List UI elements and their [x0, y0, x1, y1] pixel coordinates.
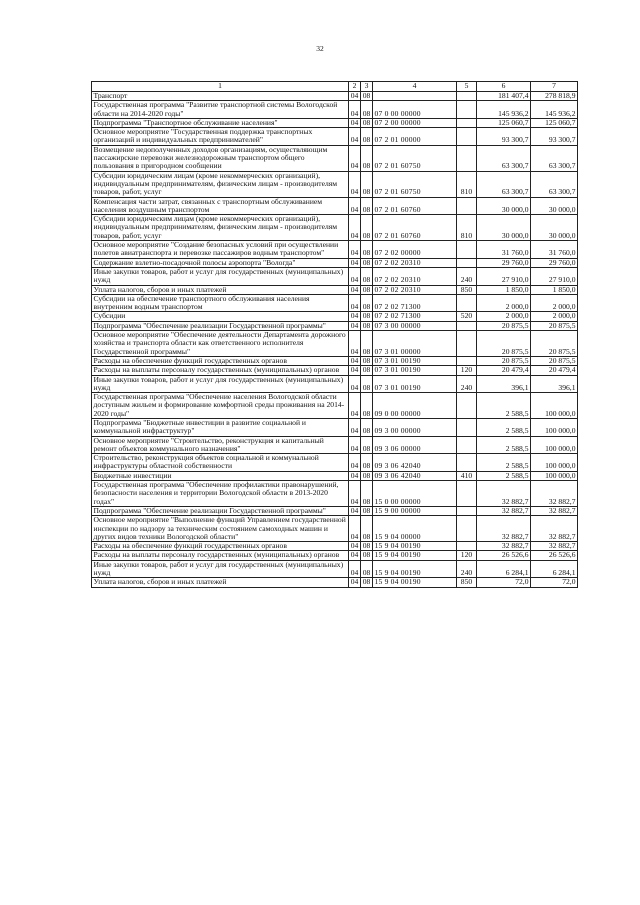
row-name-cell: Субсидии юридическим лицам (кроме некоммерческих организаций), индивидуальным предпринимателям, физическим лицам - производителям товаров, работ, услуг: [92, 171, 349, 197]
section-code-cell: 04: [349, 92, 361, 101]
target-article-cell: 15 9 04 00190: [373, 560, 457, 578]
amount-year2-cell: 396,1: [531, 375, 578, 393]
expense-type-cell: [457, 197, 477, 215]
expense-type-cell: [457, 516, 477, 542]
section-code-cell: 04: [349, 312, 361, 321]
amount-year1-cell: 20 875,5: [477, 356, 531, 365]
section-code-cell: 04: [349, 542, 361, 551]
section-code-cell: 04: [349, 197, 361, 215]
amount-year1-cell: 396,1: [477, 375, 531, 393]
table-row: [92, 506, 578, 515]
amount-year1-cell: 2 588,5: [477, 454, 531, 472]
row-name-cell: Возмещение недополученных доходов организациям, осуществляющим пассажирские перевозки железнодорожным транспортом общего пользования в пригородном сообщении: [92, 145, 349, 171]
table-header-row: [92, 82, 578, 92]
target-article-cell: 15 9 00 00000: [373, 506, 457, 515]
subsection-code-cell: 08: [361, 366, 373, 375]
column-header: 2: [349, 82, 361, 92]
section-code-cell: 04: [349, 215, 361, 241]
expense-type-cell: [457, 542, 477, 551]
target-article-cell: 07 2 02 71300: [373, 294, 457, 312]
section-code-cell: 04: [349, 393, 361, 419]
amount-year1-cell: 6 284,1: [477, 560, 531, 578]
amount-year1-cell: 1 850,0: [477, 285, 531, 294]
expense-type-cell: 810: [457, 171, 477, 197]
subsection-code-cell: 08: [361, 312, 373, 321]
amount-year1-cell: 20 479,4: [477, 366, 531, 375]
expense-type-cell: [457, 258, 477, 267]
row-name-cell: Уплата налогов, сборов и иных платежей: [92, 578, 349, 587]
subsection-code-cell: 08: [361, 560, 373, 578]
amount-year2-cell: 2 000,0: [531, 312, 578, 321]
amount-year1-cell: 32 882,7: [477, 506, 531, 515]
target-article-cell: 09 0 00 00000: [373, 393, 457, 419]
table-row: [92, 393, 578, 419]
expense-type-cell: [457, 506, 477, 515]
subsection-code-cell: 08: [361, 321, 373, 330]
subsection-code-cell: 08: [361, 551, 373, 560]
target-article-cell: 09 3 06 00000: [373, 436, 457, 454]
target-article-cell: 09 3 06 42040: [373, 471, 457, 480]
amount-year2-cell: 30 000,0: [531, 215, 578, 241]
amount-year1-cell: 30 000,0: [477, 215, 531, 241]
section-code-cell: 04: [349, 506, 361, 515]
page-number: 32: [316, 44, 324, 53]
row-name-cell: Подпрограмма "Транспортное обслуживание населения": [92, 118, 349, 127]
row-name-cell: Подпрограмма "Бюджетные инвестиции в развитие социальной и коммунальной инфраструктур": [92, 418, 349, 436]
target-article-cell: [373, 92, 457, 101]
row-name-cell: Государственная программа "Развитие транспортной системы Вологодской области на 2014-2020 годы": [92, 101, 349, 119]
row-name-cell: Расходы на обеспечение функций государственных органов: [92, 356, 349, 365]
table-row: [92, 92, 578, 101]
section-code-cell: 04: [349, 258, 361, 267]
expense-type-cell: [457, 118, 477, 127]
subsection-code-cell: 08: [361, 294, 373, 312]
expense-type-cell: [457, 436, 477, 454]
section-code-cell: 04: [349, 454, 361, 472]
expense-type-cell: 240: [457, 560, 477, 578]
amount-year1-cell: 26 526,6: [477, 551, 531, 560]
expense-type-cell: [457, 128, 477, 146]
target-article-cell: 07 2 01 60760: [373, 215, 457, 241]
row-name-cell: Основное мероприятие "Строительство, реконструкция и капитальный ремонт объектов коммунального назначения": [92, 436, 349, 454]
amount-year2-cell: 63 300,7: [531, 145, 578, 171]
amount-year2-cell: 100 000,0: [531, 454, 578, 472]
target-article-cell: 09 3 00 00000: [373, 418, 457, 436]
amount-year2-cell: 30 000,0: [531, 197, 578, 215]
subsection-code-cell: 08: [361, 418, 373, 436]
target-article-cell: 15 9 04 00000: [373, 516, 457, 542]
subsection-code-cell: 08: [361, 481, 373, 507]
expense-type-cell: [457, 101, 477, 119]
row-name-cell: Строительство, реконструкция объектов социальной и коммунальной инфраструктуры областной собственности: [92, 454, 349, 472]
amount-year2-cell: 93 300,7: [531, 128, 578, 146]
table-row: [92, 356, 578, 365]
table-row: [92, 128, 578, 146]
target-article-cell: 07 2 01 60750: [373, 171, 457, 197]
subsection-code-cell: 08: [361, 215, 373, 241]
amount-year1-cell: 29 760,0: [477, 258, 531, 267]
subsection-code-cell: 08: [361, 506, 373, 515]
section-code-cell: 04: [349, 560, 361, 578]
expense-type-cell: [457, 92, 477, 101]
amount-year1-cell: 30 000,0: [477, 197, 531, 215]
target-article-cell: 07 2 02 20310: [373, 267, 457, 285]
row-name-cell: Расходы на выплаты персоналу государственных (муниципальных) органов: [92, 551, 349, 560]
subsection-code-cell: 08: [361, 197, 373, 215]
expense-type-cell: [457, 241, 477, 259]
expense-type-cell: 520: [457, 312, 477, 321]
table-row: [92, 471, 578, 480]
target-article-cell: 07 2 02 00000: [373, 241, 457, 259]
section-code-cell: 04: [349, 516, 361, 542]
row-name-cell: Иные закупки товаров, работ и услуг для государственных (муниципальных) нужд: [92, 560, 349, 578]
section-code-cell: 04: [349, 471, 361, 480]
amount-year2-cell: 100 000,0: [531, 418, 578, 436]
subsection-code-cell: 08: [361, 285, 373, 294]
row-name-cell: Основное мероприятие "Создание безопасных условий при осуществлении полетов авиатранспорта и перевозке пассажиров водным транспортом": [92, 241, 349, 259]
target-article-cell: 07 3 01 00000: [373, 331, 457, 357]
table-row: [92, 560, 578, 578]
row-name-cell: Основное мероприятие "Выполнение функций Управлением государственной инспекции по надзору за техническим состоянием самоходных машин и других видов техники Вологодской области": [92, 516, 349, 542]
row-name-cell: Расходы на выплаты персоналу государственных (муниципальных) органов: [92, 366, 349, 375]
subsection-code-cell: 08: [361, 171, 373, 197]
amount-year2-cell: 31 760,0: [531, 241, 578, 259]
column-header: 1: [92, 82, 349, 92]
amount-year2-cell: 27 910,0: [531, 267, 578, 285]
row-name-cell: Уплата налогов, сборов и иных платежей: [92, 285, 349, 294]
expense-type-cell: 240: [457, 375, 477, 393]
expense-type-cell: [457, 418, 477, 436]
amount-year2-cell: 26 526,6: [531, 551, 578, 560]
subsection-code-cell: 08: [361, 578, 373, 587]
subsection-code-cell: 08: [361, 118, 373, 127]
amount-year2-cell: 100 000,0: [531, 436, 578, 454]
table-row: [92, 366, 578, 375]
expense-type-cell: [457, 145, 477, 171]
subsection-code-cell: 08: [361, 258, 373, 267]
row-name-cell: Государственная программа "Обеспечение населения Вологодской области доступным жильем и формирование комфортной среды проживания на 2014-2020 годы": [92, 393, 349, 419]
subsection-code-cell: 08: [361, 542, 373, 551]
target-article-cell: 09 3 06 42040: [373, 454, 457, 472]
amount-year1-cell: 32 882,7: [477, 481, 531, 507]
amount-year1-cell: 27 910,0: [477, 267, 531, 285]
target-article-cell: 15 9 04 00190: [373, 542, 457, 551]
target-article-cell: 07 2 02 71300: [373, 312, 457, 321]
amount-year2-cell: 32 882,7: [531, 542, 578, 551]
amount-year2-cell: 20 479,4: [531, 366, 578, 375]
target-article-cell: 07 2 02 20310: [373, 285, 457, 294]
table-row: [92, 294, 578, 312]
table-row: [92, 516, 578, 542]
amount-year1-cell: 63 300,7: [477, 171, 531, 197]
expense-type-cell: 120: [457, 551, 477, 560]
section-code-cell: 04: [349, 366, 361, 375]
table-row: [92, 312, 578, 321]
subsection-code-cell: 08: [361, 393, 373, 419]
row-name-cell: Расходы на обеспечение функций государственных органов: [92, 542, 349, 551]
amount-year2-cell: 100 000,0: [531, 393, 578, 419]
section-code-cell: 04: [349, 118, 361, 127]
target-article-cell: 15 9 04 00190: [373, 578, 457, 587]
section-code-cell: 04: [349, 321, 361, 330]
amount-year2-cell: 72,0: [531, 578, 578, 587]
table-row: [92, 285, 578, 294]
row-name-cell: Иные закупки товаров, работ и услуг для государственных (муниципальных) нужд: [92, 375, 349, 393]
amount-year1-cell: 63 300,7: [477, 145, 531, 171]
amount-year1-cell: 125 060,7: [477, 118, 531, 127]
expense-type-cell: 120: [457, 366, 477, 375]
budget-table: [91, 81, 578, 588]
expense-type-cell: 240: [457, 267, 477, 285]
amount-year1-cell: 20 875,5: [477, 331, 531, 357]
row-name-cell: Подпрограмма "Обеспечение реализации Государственной программы": [92, 321, 349, 330]
row-name-cell: Подпрограмма "Обеспечение реализации Государственной программы": [92, 506, 349, 515]
amount-year1-cell: 2 588,5: [477, 393, 531, 419]
table-row: [92, 542, 578, 551]
target-article-cell: 07 3 01 00190: [373, 356, 457, 365]
table-row: [92, 331, 578, 357]
section-code-cell: 04: [349, 101, 361, 119]
amount-year2-cell: 32 882,7: [531, 516, 578, 542]
section-code-cell: 04: [349, 375, 361, 393]
amount-year1-cell: 2 000,0: [477, 312, 531, 321]
amount-year2-cell: 100 000,0: [531, 471, 578, 480]
subsection-code-cell: 08: [361, 101, 373, 119]
table-row: [92, 375, 578, 393]
amount-year1-cell: 31 760,0: [477, 241, 531, 259]
expense-type-cell: [457, 321, 477, 330]
expense-type-cell: 410: [457, 471, 477, 480]
amount-year1-cell: 72,0: [477, 578, 531, 587]
section-code-cell: 04: [349, 241, 361, 259]
target-article-cell: 07 2 00 00000: [373, 118, 457, 127]
column-header: 5: [457, 82, 477, 92]
amount-year1-cell: 2 588,5: [477, 418, 531, 436]
subsection-code-cell: 08: [361, 241, 373, 259]
section-code-cell: 04: [349, 128, 361, 146]
row-name-cell: Основное мероприятие "Обеспечение деятельности Департамента дорожного хозяйства и транспорта области как ответственного исполнителя Государственной программы": [92, 331, 349, 357]
table-body: [92, 92, 578, 588]
section-code-cell: 04: [349, 267, 361, 285]
row-name-cell: Транспорт: [92, 92, 349, 101]
table-row: [92, 145, 578, 171]
target-article-cell: 15 9 04 00190: [373, 551, 457, 560]
row-name-cell: Содержание взлетно-посадочной полосы аэропорта "Вологда": [92, 258, 349, 267]
expense-type-cell: [457, 393, 477, 419]
amount-year2-cell: 32 882,7: [531, 481, 578, 507]
row-name-cell: Бюджетные инвестиции: [92, 471, 349, 480]
amount-year1-cell: 20 875,5: [477, 321, 531, 330]
subsection-code-cell: 08: [361, 471, 373, 480]
amount-year2-cell: 20 875,5: [531, 331, 578, 357]
section-code-cell: 04: [349, 294, 361, 312]
target-article-cell: 07 2 01 00000: [373, 128, 457, 146]
subsection-code-cell: 08: [361, 128, 373, 146]
row-name-cell: Субсидии юридическим лицам (кроме некоммерческих организаций), индивидуальным предпринимателям, физическим лицам - производителям товаров, работ, услуг: [92, 215, 349, 241]
amount-year2-cell: 20 875,5: [531, 321, 578, 330]
column-header: 7: [531, 82, 578, 92]
table-row: [92, 241, 578, 259]
expense-type-cell: 850: [457, 578, 477, 587]
table-row: [92, 171, 578, 197]
amount-year2-cell: 125 060,7: [531, 118, 578, 127]
expense-type-cell: [457, 356, 477, 365]
subsection-code-cell: 08: [361, 145, 373, 171]
subsection-code-cell: 08: [361, 267, 373, 285]
target-article-cell: 07 2 01 60760: [373, 197, 457, 215]
table-row: [92, 436, 578, 454]
target-article-cell: 07 3 00 00000: [373, 321, 457, 330]
amount-year1-cell: 181 407,4: [477, 92, 531, 101]
target-article-cell: 07 3 01 00190: [373, 366, 457, 375]
section-code-cell: 04: [349, 578, 361, 587]
target-article-cell: 07 3 01 00190: [373, 375, 457, 393]
amount-year2-cell: 2 000,0: [531, 294, 578, 312]
target-article-cell: 07 2 01 60750: [373, 145, 457, 171]
amount-year1-cell: 2 588,5: [477, 471, 531, 480]
row-name-cell: Субсидии: [92, 312, 349, 321]
amount-year2-cell: 6 284,1: [531, 560, 578, 578]
column-header: 3: [361, 82, 373, 92]
target-article-cell: 15 0 00 00000: [373, 481, 457, 507]
row-name-cell: Основное мероприятие "Государственная поддержка транспортных организаций и индивидуальных предпринимателей": [92, 128, 349, 146]
expense-type-cell: [457, 294, 477, 312]
amount-year1-cell: 2 000,0: [477, 294, 531, 312]
subsection-code-cell: 08: [361, 92, 373, 101]
table-row: [92, 481, 578, 507]
expense-type-cell: 850: [457, 285, 477, 294]
section-code-cell: 04: [349, 436, 361, 454]
section-code-cell: 04: [349, 331, 361, 357]
column-header: 6: [477, 82, 531, 92]
subsection-code-cell: 08: [361, 331, 373, 357]
table-row: [92, 101, 578, 119]
amount-year1-cell: 32 882,7: [477, 542, 531, 551]
row-name-cell: Компенсация части затрат, связанных с транспортным обслуживанием населения воздушным транспортом: [92, 197, 349, 215]
section-code-cell: 04: [349, 481, 361, 507]
row-name-cell: Иные закупки товаров, работ и услуг для государственных (муниципальных) нужд: [92, 267, 349, 285]
table-row: [92, 267, 578, 285]
subsection-code-cell: 08: [361, 375, 373, 393]
subsection-code-cell: 08: [361, 356, 373, 365]
row-name-cell: Субсидии на обеспечение транспортного обслуживания населения внутренним водным транспортом: [92, 294, 349, 312]
target-article-cell: 07 0 00 00000: [373, 101, 457, 119]
section-code-cell: 04: [349, 356, 361, 365]
section-code-cell: 04: [349, 285, 361, 294]
table-row: [92, 197, 578, 215]
section-code-cell: 04: [349, 551, 361, 560]
amount-year2-cell: 20 875,5: [531, 356, 578, 365]
subsection-code-cell: 08: [361, 454, 373, 472]
amount-year1-cell: 145 936,2: [477, 101, 531, 119]
table-row: [92, 215, 578, 241]
amount-year2-cell: 278 818,9: [531, 92, 578, 101]
column-header: 4: [373, 82, 457, 92]
amount-year2-cell: 29 760,0: [531, 258, 578, 267]
amount-year2-cell: 63 300,7: [531, 171, 578, 197]
amount-year2-cell: 32 882,7: [531, 506, 578, 515]
subsection-code-cell: 08: [361, 516, 373, 542]
expense-type-cell: [457, 331, 477, 357]
table-row: [92, 551, 578, 560]
table-row: [92, 418, 578, 436]
section-code-cell: 04: [349, 145, 361, 171]
amount-year2-cell: 145 936,2: [531, 101, 578, 119]
expense-type-cell: [457, 454, 477, 472]
table-row: [92, 321, 578, 330]
expense-type-cell: [457, 481, 477, 507]
section-code-cell: 04: [349, 418, 361, 436]
expense-type-cell: 810: [457, 215, 477, 241]
amount-year1-cell: 2 588,5: [477, 436, 531, 454]
target-article-cell: 07 2 02 20310: [373, 258, 457, 267]
table-row: [92, 258, 578, 267]
table-row: [92, 578, 578, 587]
amount-year2-cell: 1 850,0: [531, 285, 578, 294]
amount-year1-cell: 32 882,7: [477, 516, 531, 542]
amount-year1-cell: 93 300,7: [477, 128, 531, 146]
table-row: [92, 454, 578, 472]
subsection-code-cell: 08: [361, 436, 373, 454]
row-name-cell: Государственная программа "Обеспечение профилактики правонарушений, безопасности населения и территории Вологодской области в 2013-2020 годах": [92, 481, 349, 507]
section-code-cell: 04: [349, 171, 361, 197]
table-row: [92, 118, 578, 127]
